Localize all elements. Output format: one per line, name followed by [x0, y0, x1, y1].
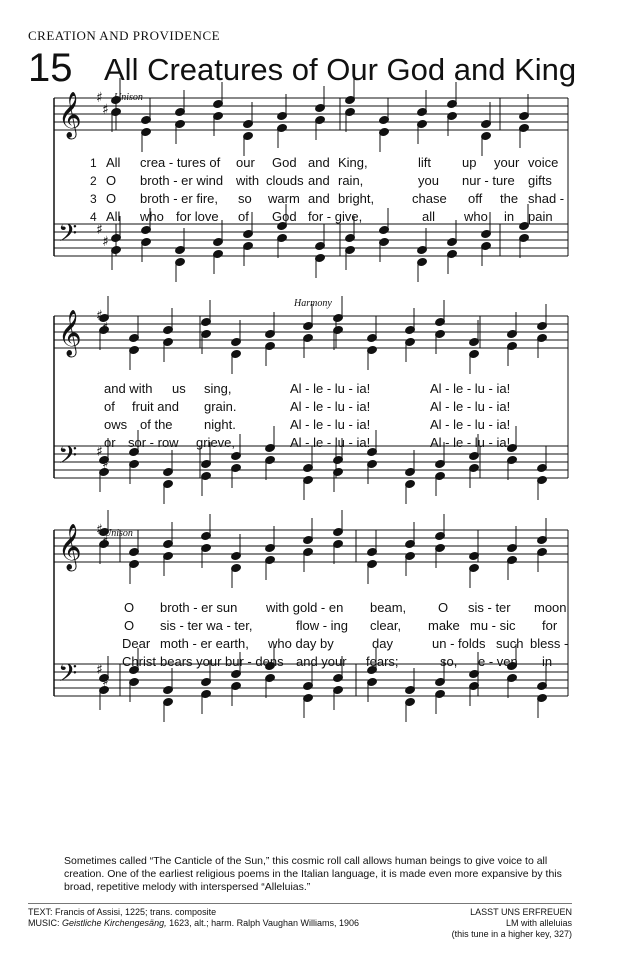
lyric: up: [462, 155, 477, 170]
lyric: who: [464, 209, 488, 224]
sharp-icon: ♯: [102, 102, 109, 118]
lyric: of: [104, 399, 115, 414]
lyric: fruit and: [132, 399, 179, 414]
sharp-icon: ♯: [102, 234, 109, 250]
lyric: broth - er wind: [140, 173, 224, 188]
hymn-title: All Creatures of Our God and King: [104, 52, 577, 87]
lyric: gifts: [528, 173, 552, 188]
lyric: of the: [140, 417, 173, 432]
marking-harmony: Harmony: [294, 298, 332, 309]
sharp-icon: ♯: [102, 320, 109, 336]
lyric: bright,: [338, 191, 375, 206]
treble-clef-icon: 𝄞: [58, 92, 82, 138]
lyric: clouds: [266, 173, 304, 188]
lyric: Dear: [122, 636, 151, 651]
tune-name: LASST UNS ERFREUEN: [470, 907, 572, 917]
lyric: broth - er fire,: [140, 191, 219, 206]
music-credit-rest: 1623, alt.; harm. Ralph Vaughan Williams, 1906: [166, 918, 360, 928]
lyric: ows: [104, 417, 128, 432]
lyric: who day by: [268, 636, 334, 651]
lyric: for: [542, 618, 558, 633]
marking-unison-1: Unison: [114, 92, 143, 103]
lyric: and: [308, 173, 330, 188]
sharp-icon: ♯: [96, 522, 103, 538]
lyric: God: [272, 155, 297, 170]
lyric: and with: [104, 381, 153, 396]
lyric: of: [238, 209, 249, 224]
lyric: day: [372, 636, 393, 651]
bass-clef-icon: 𝄢: [58, 441, 78, 476]
lyric: warm: [268, 191, 300, 206]
lyric: All: [106, 155, 121, 170]
lyric: King,: [338, 155, 368, 170]
music-credit-prefix: MUSIC:: [28, 918, 63, 928]
lyric: voice: [528, 155, 559, 170]
lyric: all: [422, 209, 436, 224]
lyric: in: [542, 654, 553, 669]
marking-unison-2: Unison: [104, 528, 133, 539]
lyric: sis - ter: [468, 600, 511, 615]
lyric: O: [106, 191, 117, 206]
lyric: bears your bur - dens: [160, 654, 284, 669]
lyric: your: [494, 155, 520, 170]
lyric: moth - er earth,: [160, 636, 249, 651]
lyric: the: [500, 191, 519, 206]
lyric: our: [236, 155, 255, 170]
hymn-note: Sometimes called “The Canticle of the Sun,” this cosmic roll call allows human beings to give voice to all creation. One of the earliest religious poems in the Italian language, it is made even more expansive by this broad, repetitive melody with interspersed “Alleluias.”: [64, 855, 562, 893]
lyric: beam,: [370, 600, 407, 615]
sharp-icon: ♯: [96, 662, 103, 678]
lyric: Al - le - lu - ia!: [290, 399, 371, 414]
lyric: moon: [534, 600, 567, 615]
lyric: Al - le - lu - ia!: [290, 381, 371, 396]
lyric: off: [468, 191, 483, 206]
sharp-icon: ♯: [96, 90, 103, 106]
lyric: bless -: [530, 636, 569, 651]
sharp-icon: ♯: [96, 308, 103, 324]
verse-number: 3: [90, 192, 97, 206]
lyric: with: [236, 173, 260, 188]
lyric: in: [504, 209, 515, 224]
hymn-number: 15: [28, 46, 73, 90]
lyric: sis - ter wa - ter,: [160, 618, 253, 633]
bass-clef-icon: 𝄢: [58, 219, 78, 254]
bass-clef-icon: 𝄢: [58, 659, 78, 694]
lyric: Christ: [122, 654, 156, 669]
lyric: Al - le - lu - ia!: [430, 381, 511, 396]
lyric: lift: [418, 155, 431, 170]
lyric: e - ven: [478, 654, 518, 669]
credits: [28, 907, 359, 929]
lyric: fears;: [366, 654, 399, 669]
lyric: Al - le - lu - ia!: [430, 399, 511, 414]
lyric: mu - sic: [470, 618, 516, 633]
music-credit-source: Geistliche Kirchengesäng,: [62, 918, 167, 928]
verse-number: 1: [90, 156, 97, 170]
lyric: and: [308, 191, 330, 206]
lyric: nur - ture: [462, 173, 515, 188]
lyric: who: [140, 209, 164, 224]
lyric: so: [238, 191, 252, 206]
lyric: O: [124, 600, 135, 615]
lyric: grain.: [204, 399, 237, 414]
lyric: with gold - en: [266, 600, 344, 615]
verse-number: 4: [90, 210, 97, 224]
lyric: rain,: [338, 173, 364, 188]
lyric: for love: [176, 209, 219, 224]
lyric: All: [106, 209, 121, 224]
sharp-icon: ♯: [102, 534, 109, 550]
lyric: and your: [296, 654, 347, 669]
lyric: Al - le - lu - ia!: [430, 417, 511, 432]
sharp-icon: ♯: [96, 222, 103, 238]
lyric: so,: [440, 654, 458, 669]
tune-info: [452, 907, 572, 940]
sharp-icon: ♯: [96, 444, 103, 460]
lyric: grieve,: [196, 435, 236, 450]
lyric: O: [106, 173, 117, 188]
lyric: flow - ing: [296, 618, 349, 633]
lyric: O: [124, 618, 135, 633]
tune-meter: LM with alleluias: [505, 918, 572, 928]
lyric: broth - er sun: [160, 600, 238, 615]
lyric: clear,: [370, 618, 402, 633]
footer-divider: [28, 903, 572, 904]
lyric: Al - le - lu - ia!: [430, 435, 511, 450]
lyric: chase: [412, 191, 447, 206]
sharp-icon: ♯: [102, 456, 109, 472]
lyric: such: [496, 636, 524, 651]
lyric: sor - row: [128, 435, 179, 450]
music-credit: [28, 918, 359, 929]
lyric: pain: [528, 209, 553, 224]
treble-clef-icon: 𝄞: [58, 310, 82, 356]
lyric: make: [428, 618, 460, 633]
lyric: sing,: [204, 381, 232, 396]
lyric: God: [272, 209, 297, 224]
lyric: or: [104, 435, 116, 450]
section-heading: CREATION AND PROVIDENCE: [28, 28, 221, 43]
lyric: Al - le - lu - ia!: [290, 435, 371, 450]
lyric: for - give,: [308, 209, 363, 224]
lyric: night.: [204, 417, 236, 432]
lyric: un - folds: [432, 636, 486, 651]
treble-clef-icon: 𝄞: [58, 524, 82, 570]
text-credit: TEXT: Francis of Assisi, 1225; trans. composite: [28, 907, 217, 917]
tune-alt-key: (this tune in a higher key, 327): [451, 929, 572, 939]
lyric: us: [172, 381, 186, 396]
verse-number: 2: [90, 174, 97, 188]
sharp-icon: ♯: [102, 674, 109, 690]
lyric: O: [438, 600, 449, 615]
lyric: Al - le - lu - ia!: [290, 417, 371, 432]
lyric: crea - tures of: [140, 155, 221, 170]
lyric: shad -: [528, 191, 565, 206]
lyric: and: [308, 155, 330, 170]
lyric: you: [418, 173, 439, 188]
